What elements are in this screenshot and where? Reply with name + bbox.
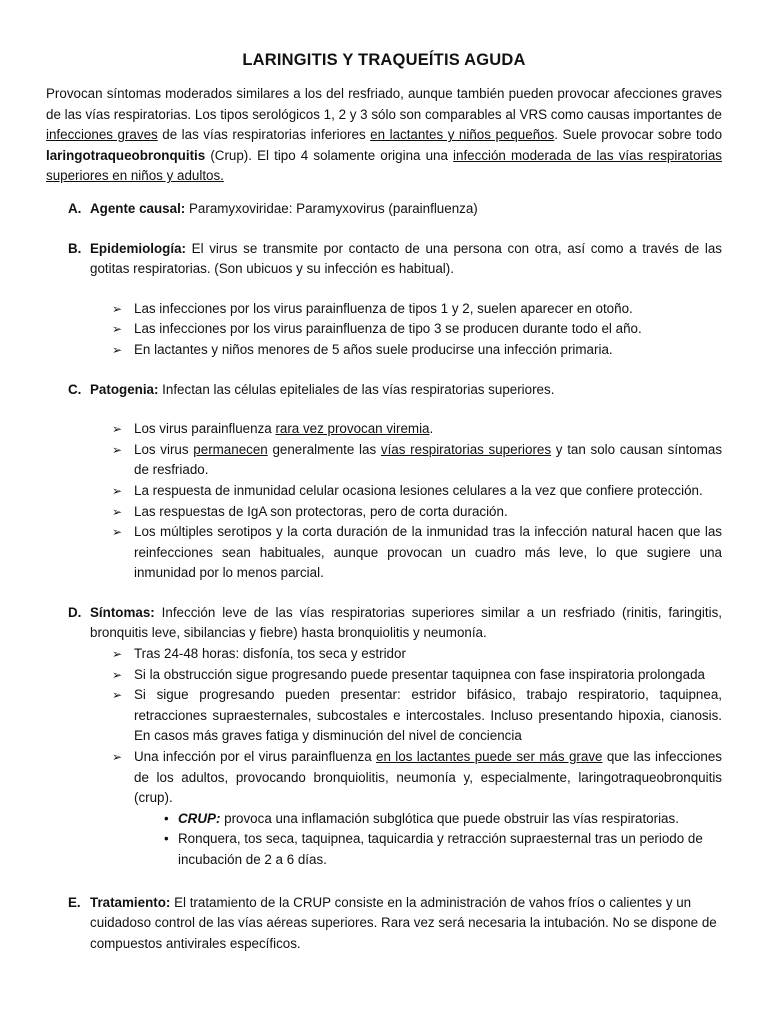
arrow-bullet-icon: ➢ bbox=[112, 422, 123, 437]
list-item: • CRUP: provoca una inflamación subglótica que puede obstruir las vías respiratorias. bbox=[164, 809, 722, 830]
list-item: ➢ Los múltiples serotipos y la corta duración de la inmunidad tras la infección natural hacen que las reinfecciones sean habituales, aunque provocan un cuadro más leve, lo que sugiere una inmunidad por lo menos parcial. bbox=[112, 524, 722, 581]
section-letter: C. bbox=[68, 381, 82, 397]
section-agente-causal: A. Agente causal: Paramyxoviridae: Paramyxovirus (parainfluenza) bbox=[46, 199, 722, 220]
arrow-bullet-icon: ➢ bbox=[112, 483, 123, 498]
arrow-bullet-icon: ➢ bbox=[112, 342, 123, 357]
list-item: ➢ Las infecciones por los virus parainfluenza de tipo 3 se producen durante todo el año. bbox=[90, 319, 722, 340]
list-item: ➢ Una infección por el virus parainfluenza en los lactantes puede ser más grave que las infecciones de los adultos, provocando bronquiolitis, neumonía y, especialmente, laringotraqueobronquitis (crup). bbox=[112, 749, 723, 806]
sintomas-bullets bbox=[46, 644, 722, 809]
list-item: • Ronquera, tos seca, taquipnea, taquicardia y retracción supraesternal tras un periodo de incubación de 2 a 6 días. bbox=[164, 831, 703, 867]
arrow-bullet-icon: ➢ bbox=[112, 525, 123, 540]
patogenia-bullets bbox=[46, 419, 722, 584]
list-item: ➢ Tras 24-48 horas: disfonía, tos seca y estridor bbox=[90, 644, 722, 665]
arrow-bullet-icon: ➢ bbox=[112, 504, 123, 519]
arrow-bullet-icon: ➢ bbox=[112, 750, 123, 765]
section-letter: B. bbox=[68, 240, 82, 256]
intro-paragraph: Provocan síntomas moderados similares a los del resfriado, aunque también pueden provocar afecciones graves de las vías respiratorias. Los tipos serológicos 1, 2 y 3 sólo son comparables al VRS como causas importantes de infecciones graves de las vías respiratorias inferiores en lactantes y niños pequeños. Suele provocar sobre todo laringotraqueobronquitis (Crup). El tipo 4 solamente origina una infección moderada de las vías respiratorias superiores en niños y adultos. bbox=[46, 86, 723, 184]
section-tratamiento: E. Tratamiento: El tratamiento de la CRUP consiste en la administración de vahos fríos o calientes y un cuidadoso control de las vías aéreas superiores. Rara vez será necesaria la intubación. No se dispone de compuestos antivirales específicos. bbox=[68, 894, 717, 951]
list-item: ➢ La respuesta de inmunidad celular ocasiona lesiones celulares a la vez que confiere protección. bbox=[90, 481, 722, 502]
list-item: ➢ Si sigue progresando pueden presentar: estridor bifásico, trabajo respiratorio, taquipnea, retracciones supraesternales, subcostales e intercostales. Incluso presentando hipoxia, cianosis. En casos más graves fatiga y disminución del nivel de conciencia bbox=[112, 687, 722, 744]
section-letter: A. bbox=[68, 200, 82, 216]
arrow-bullet-icon: ➢ bbox=[112, 647, 123, 662]
list-item: ➢ Las infecciones por los virus parainfluenza de tipos 1 y 2, suelen aparecer en otoño. bbox=[90, 299, 722, 320]
arrow-bullet-icon: ➢ bbox=[112, 301, 123, 316]
page-title: LARINGITIS Y TRAQUEÍTIS AGUDA bbox=[242, 51, 526, 69]
dot-bullet-icon: • bbox=[164, 810, 169, 826]
dot-bullet-icon: • bbox=[164, 831, 169, 847]
arrow-bullet-icon: ➢ bbox=[112, 322, 123, 337]
arrow-bullet-icon: ➢ bbox=[112, 442, 123, 457]
list-item: ➢ En lactantes y niños menores de 5 años suele producirse una infección primaria. bbox=[90, 340, 722, 361]
section-sintomas: D. Síntomas: Infección leve de las vías respiratorias superiores similar a un resfriado (rinitis, faringitis, bronquitis leve, sibilancias y fiebre) hasta bronquiolitis y neumonía. bbox=[68, 604, 722, 641]
crup-sublist bbox=[46, 809, 722, 871]
section-patogenia: C. Patogenia: Infectan las células epiteliales de las vías respiratorias superiores. bbox=[46, 380, 722, 401]
section-epidemiologia: B. Epidemiología: El virus se transmite por contacto de una persona con otra, así como a través de las gotitas respiratorias. (Son ubicuos y su infección es habitual). bbox=[68, 240, 722, 277]
arrow-bullet-icon: ➢ bbox=[112, 688, 123, 703]
list-item: ➢ Las respuestas de IgA son protectoras, pero de corta duración. bbox=[90, 502, 722, 523]
arrow-bullet-icon: ➢ bbox=[112, 667, 123, 682]
section-letter: D. bbox=[68, 604, 82, 620]
epidemiologia-bullets bbox=[46, 299, 722, 361]
section-letter: E. bbox=[68, 894, 81, 910]
list-item: ➢ Los virus parainfluenza rara vez provocan viremia. bbox=[90, 419, 722, 440]
list-item: ➢ Si la obstrucción sigue progresando puede presentar taquipnea con fase inspiratoria prolongada bbox=[90, 665, 722, 686]
list-item: ➢ Los virus permanecen generalmente las vías respiratorias superiores y tan solo causan síntomas de resfriado. bbox=[112, 441, 723, 478]
